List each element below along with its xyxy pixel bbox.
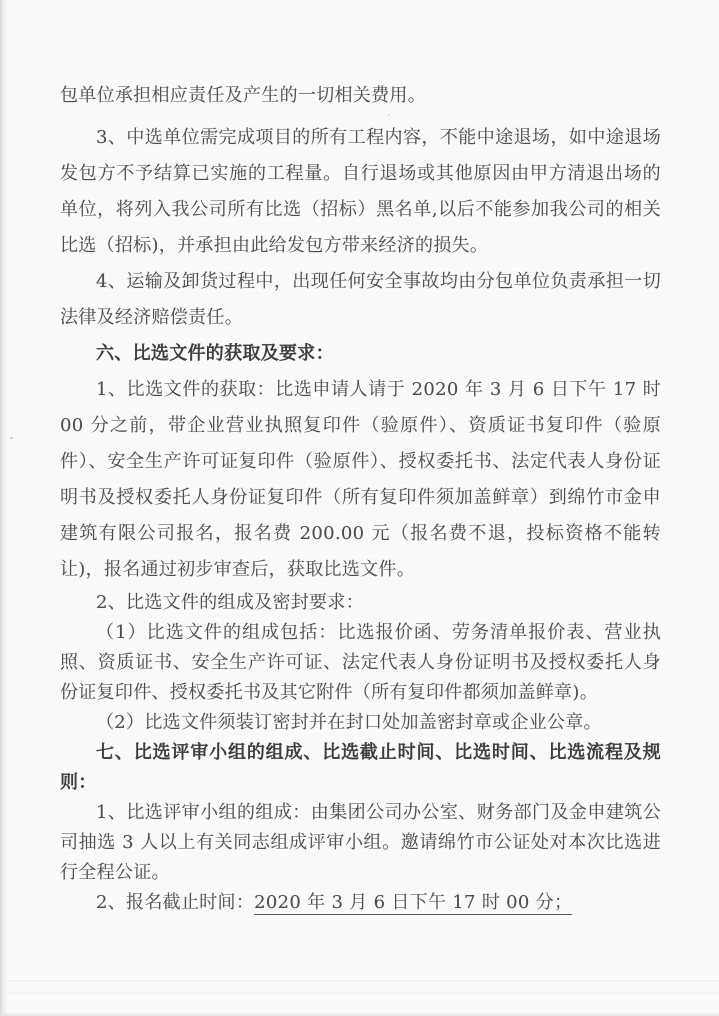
upper-text-block: [60, 78, 661, 588]
paragraph-registration-deadline: [60, 888, 661, 918]
document-content: [60, 78, 661, 918]
paragraph-item4-transport-liability: 4、运输及卸货过程中，出现任何安全事故均由分包单位负责承担一切法律及经济赔偿责任。: [60, 271, 661, 328]
paragraph-file-composition-title: 2、比选文件的组成及密封要求：: [96, 592, 364, 613]
lower-text-block: [60, 588, 661, 918]
scan-speck: [10, 437, 13, 439]
deadline-date-underlined: 2020 年 3 月 6 日下午 17 时 00 分；: [254, 892, 573, 913]
paragraph-file-composition-list: （1）比选文件的组成包括：比选报价函、劳务清单报价表、营业执照、资质证书、安全生产许可证、法定代表人身份证明书及授权委托人身份证复印件、授权委托书及其它附件（所有复印件都须加盖鲜章)。: [60, 622, 661, 703]
paragraph-liability-continuation: 包单位承担相应责任及产生的一切相关费用。: [60, 85, 426, 106]
deadline-label: 2、报名截止时间：: [96, 892, 255, 913]
paragraph-review-team-composition: 1、比选评审小组的组成：由集团公司办公室、财务部门及金申建筑公司抽选 3 人以上有关同志组成评审小组。邀请绵竹市公证处对本次比选进行全程公证。: [60, 802, 661, 883]
scan-band: [8, 992, 719, 994]
scan-band: [8, 980, 719, 982]
paragraph-file-sealing-rule: （2）比选文件须装订密封并在封口处加盖密封章或企业公章。: [96, 712, 602, 733]
heading-section6-file-obtainment: 六、比选文件的获取及要求：: [96, 343, 334, 364]
paragraph-file-obtainment-details: 1、比选文件的获取：比选申请人请于 2020 年 3 月 6 日下午 17 时 00 分之前，带企业营业执照复印件（验原件）、资质证书复印件（验原件）、安全生产许可证复印件（验原件）、授权委托书、法定代表人身份证明书及授权委托人身份证复印件（所有复印件须加盖鲜章）到绵竹市金申建筑有限公司报名，报名费 200.00 元（报名费不退，投标资格不能转让)，报名通过初步审查后，获取比选文件。: [60, 379, 661, 580]
scan-edge-left: [0, 0, 8, 1016]
paragraph-item3-withdrawal-rule: 3、中选单位需完成项目的所有工程内容，不能中途退场，如中途退场发包方不予结算已实施的工程量。自行退场或其他原因由甲方清退出场的单位，将列入我公司所有比选（招标）黑名单,以后不能参加我公司的相关比选（招标)，并承担由此给发包方带来经济的损失。: [60, 127, 661, 256]
heading-section7-review-team: 七、比选评审小组的组成、比选截止时间、比选时间、比选流程及规则：: [60, 742, 661, 793]
scan-edge-bottom: [0, 1012, 719, 1016]
